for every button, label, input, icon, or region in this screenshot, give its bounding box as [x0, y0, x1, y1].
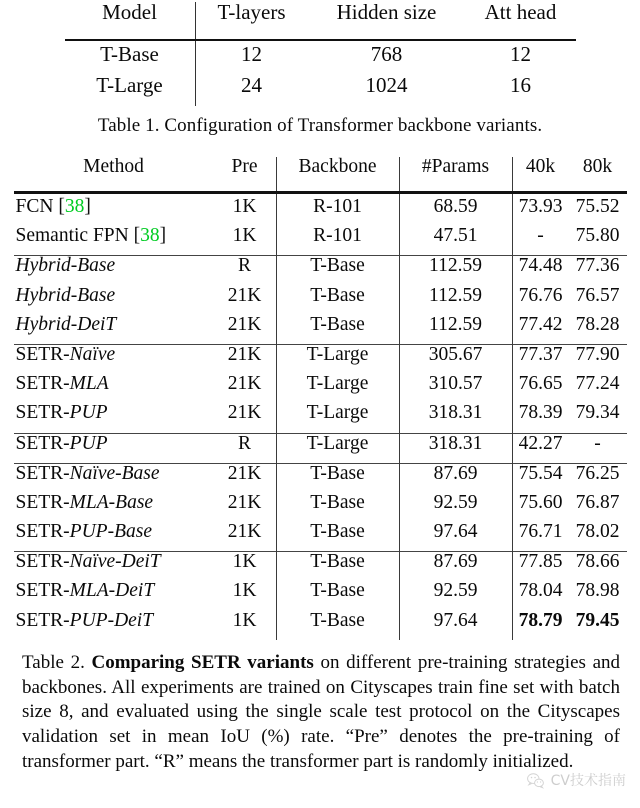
table2-cell-pre: R [214, 256, 277, 286]
method-name-variant: PUP-DeiT [69, 609, 154, 631]
method-name-variant: Hybrid-Base [15, 255, 116, 277]
table2-cell-method [14, 463, 214, 493]
table1-cell-layers: 12 [241, 42, 262, 66]
table2-cell-params: 310.57 [399, 374, 512, 403]
table2-cell-params: 318.31 [399, 403, 512, 433]
table-row [14, 374, 627, 403]
table2-cell-method [14, 581, 214, 610]
method-name-variant: PUP-Base [69, 521, 152, 543]
table1-container [16, 0, 624, 106]
table2-cell-backbone: T-Base [276, 493, 399, 522]
table2-cell-backbone: T-Large [276, 344, 399, 374]
method-name-prefix: Semantic FPN [15, 225, 134, 247]
method-name-variant: MLA [69, 373, 109, 395]
table2-cell-40k: 78.04 [512, 581, 569, 610]
table1-col-hidden: Hidden size [336, 0, 437, 24]
table2-cell-pre: 21K [214, 344, 277, 374]
table2-cell-pre: 21K [227, 491, 262, 513]
table2-cell-params: 92.59 [399, 493, 512, 522]
table-row [14, 344, 627, 374]
table2-col-40k: 40k [512, 157, 569, 193]
table2-cell-backbone: T-Base [276, 286, 399, 315]
table2-cell-80k: 77.24 [575, 373, 620, 395]
method-name-prefix: SETR- [15, 462, 70, 484]
table2-cell-pre: 21K [227, 313, 262, 335]
table2-cell-params: 87.69 [399, 463, 512, 493]
table-row [14, 433, 627, 463]
table2-col-pre: Pre [231, 156, 258, 177]
method-name-prefix: SETR- [15, 402, 70, 424]
table2-cell-pre: 1K [232, 225, 257, 247]
table2-cell-backbone: T-Large [276, 403, 399, 433]
table2-caption [16, 651, 624, 774]
method-name-variant: Naïve-Base [69, 462, 160, 484]
table2-cell-pre: 21K [227, 402, 262, 424]
table2-cell-method [14, 286, 214, 315]
table2-cell-40k: 77.42 [512, 315, 569, 345]
method-name-variant: Hybrid-DeiT [15, 313, 117, 335]
table2-cell-backbone: T-Large [276, 374, 399, 403]
table-row [65, 40, 576, 75]
table2-body [14, 193, 627, 640]
table1-cell-layers: 24 [241, 73, 262, 97]
method-name-prefix: SETR- [15, 343, 70, 365]
table2-cell-pre: 21K [227, 373, 262, 395]
table2-cell-pre: 1K [214, 552, 277, 582]
table2-cell-backbone: T-Base [276, 315, 399, 345]
table2-cell-80k: 78.98 [575, 580, 620, 602]
table2-cell-40k: 77.37 [512, 344, 569, 374]
table-row [14, 286, 627, 315]
method-name-variant: MLA-Base [69, 491, 154, 513]
citation-link[interactable]: 38 [140, 225, 160, 247]
table2-cell-40k: 73.93 [512, 193, 569, 227]
method-name-variant: Naïve [69, 343, 116, 365]
table2-cell-80k: 77.36 [569, 256, 627, 286]
method-name-prefix: SETR- [15, 373, 70, 395]
table1-cell-att: 12 [510, 42, 531, 66]
table2-cell-backbone: T-Base [276, 522, 399, 552]
table2-cell-40k: 78.79 [512, 611, 569, 640]
table2-cell-80k: 75.80 [575, 225, 620, 247]
table2-cell-pre: 1K [232, 580, 257, 602]
method-name-prefix: SETR- [15, 521, 70, 543]
table1-body [65, 40, 576, 106]
table2-cell-80k: - [569, 433, 627, 463]
table2-cell-params: 112.59 [399, 256, 512, 286]
citation-link[interactable]: 38 [64, 196, 85, 217]
table2-cell-params: 97.64 [399, 611, 512, 640]
method-name-prefix: SETR- [15, 491, 70, 513]
method-name-variant: MLA-DeiT [69, 580, 155, 602]
citation-bracket-close: ] [84, 196, 91, 217]
table2-cell-80k: 78.28 [575, 313, 620, 335]
table-row [14, 463, 627, 493]
table2-cell-80k: 76.57 [575, 284, 620, 306]
table2-cell-method [14, 403, 214, 433]
table2-cell-40k: 76.71 [512, 522, 569, 552]
table1-cell-model: T-Large [65, 75, 196, 106]
table2-cell-params: 305.67 [399, 344, 512, 374]
table2-cell-80k: 76.87 [575, 491, 620, 513]
table-row [14, 611, 627, 640]
table-row [14, 552, 627, 582]
table2-cell-method [14, 611, 214, 640]
table2-cell-backbone: T-Base [276, 552, 399, 582]
method-name-variant: PUP [69, 402, 108, 424]
table2-cell-params: 97.64 [399, 522, 512, 552]
table2-cell-backbone: R-101 [276, 226, 399, 256]
table1-header [65, 2, 576, 40]
table2-cell-backbone: T-Large [276, 433, 399, 463]
table2-cell-method [14, 315, 214, 345]
table2-cell-backbone: T-Base [276, 256, 399, 286]
table2-cell-method [14, 374, 214, 403]
table2-col-method: Method [83, 156, 144, 177]
table2-cell-params: 47.51 [399, 226, 512, 256]
method-name-variant: Naïve-DeiT [69, 551, 161, 573]
table2-cell-backbone: R-101 [276, 193, 399, 227]
table2-cell-40k: 77.85 [512, 552, 569, 582]
table2-cell-40k: 76.65 [512, 374, 569, 403]
table2-col-80k: 80k [582, 156, 613, 177]
table2-cell-40k: 76.76 [512, 286, 569, 315]
table2-header-row [14, 157, 627, 193]
table2-container [16, 157, 624, 640]
table2-cell-params: 112.59 [399, 315, 512, 345]
table-row [14, 315, 627, 345]
method-name-variant: Hybrid-Base [15, 284, 116, 306]
table2-cell-method [14, 256, 214, 286]
table2-cell-80k: 75.52 [575, 196, 620, 217]
table-row [65, 75, 576, 106]
table2-cell-params: 87.69 [399, 552, 512, 582]
table1-header-row [65, 2, 576, 40]
table-configuration [65, 2, 576, 106]
method-name-prefix: SETR- [15, 609, 70, 631]
table2-cell-params: 112.59 [399, 286, 512, 315]
table2-cell-80k: 76.25 [569, 463, 627, 493]
table2-caption-lead: Comparing SETR variants [91, 651, 314, 673]
table2-header [14, 157, 627, 193]
table2-cell-method [14, 552, 214, 582]
table2-cell-80k: 77.90 [569, 344, 627, 374]
table1-col-layers: T-layers [217, 0, 286, 24]
table-row [14, 193, 627, 227]
table2-cell-method [14, 226, 214, 256]
table2-cell-backbone: T-Base [276, 611, 399, 640]
table2-cell-80k: 78.02 [575, 521, 620, 543]
table1-cell-hidden: 1024 [365, 73, 408, 97]
table1-cell-att: 16 [510, 73, 531, 97]
table2-cell-80k: 79.45 [575, 609, 620, 631]
table-setr-variants [14, 157, 627, 640]
citation-bracket-close: ] [159, 225, 167, 247]
table2-cell-backbone: T-Base [276, 463, 399, 493]
table2-cell-pre: 1K [232, 196, 257, 217]
method-name-variant: PUP [69, 432, 108, 454]
table2-cell-pre: R [214, 433, 277, 463]
table2-cell-params: 92.59 [399, 581, 512, 610]
table2-cell-pre: 21K [214, 463, 277, 493]
table2-caption-label: Table 2. [22, 651, 85, 673]
table2-cell-params: 318.31 [399, 433, 512, 463]
table2-cell-pre: 21K [227, 521, 262, 543]
table2-cell-40k: 78.39 [512, 403, 569, 433]
table-row [14, 256, 627, 286]
method-name-prefix: SETR- [15, 432, 70, 454]
table-row [14, 403, 627, 433]
table2-cell-method [14, 193, 214, 227]
method-name-prefix: SETR- [15, 580, 70, 602]
table2-cell-pre: 1K [232, 609, 257, 631]
table2-col-params: #Params [399, 157, 512, 193]
table2-cell-40k: 42.27 [512, 433, 569, 463]
method-name-prefix: FCN [15, 196, 59, 217]
table1-caption: Table 1. Configuration of Transformer backbone variants. [97, 115, 543, 136]
table2-cell-method [14, 493, 214, 522]
table2-cell-pre: 21K [227, 284, 262, 306]
table1-cell-hidden: 768 [370, 42, 403, 66]
watermark-text: CV技术指南 [550, 773, 626, 789]
citation-bracket-open: [ [133, 225, 141, 247]
table2-cell-backbone: T-Base [276, 581, 399, 610]
table2-cell-40k: - [512, 226, 569, 256]
table-row [14, 493, 627, 522]
table-row [14, 226, 627, 256]
table2-cell-40k: 74.48 [512, 256, 569, 286]
table2-cell-40k: 75.60 [512, 493, 569, 522]
table1-col-att: Att head [484, 0, 557, 24]
table2-cell-80k: 78.66 [569, 552, 627, 582]
table2-cell-40k: 75.54 [512, 463, 569, 493]
table-row [14, 581, 627, 610]
method-name-prefix: SETR- [15, 551, 70, 573]
table2-cell-80k: 79.34 [575, 402, 620, 424]
table1-cell-model: T-Base [65, 40, 196, 75]
table2-caption-body: on different pre-training strategies and backbones. All experiments are trained on Cityscapes train fine set with batch size 8, and evaluated using the single scale test protocol on the Cityscapes validation set in mean IoU (%) rate. “Pre” denotes the pre-training of transformer part. “R” means the transformer part is randomly initialized. [22, 651, 620, 772]
table2-col-backbone: Backbone [276, 157, 399, 193]
table2-cell-method [14, 433, 214, 463]
table1-col-model: Model [65, 2, 196, 40]
table2-cell-method [14, 522, 214, 552]
table2-cell-method [14, 344, 214, 374]
citation-bracket-open: [ [58, 196, 65, 217]
table-row [14, 522, 627, 552]
table2-cell-params: 68.59 [399, 193, 512, 227]
